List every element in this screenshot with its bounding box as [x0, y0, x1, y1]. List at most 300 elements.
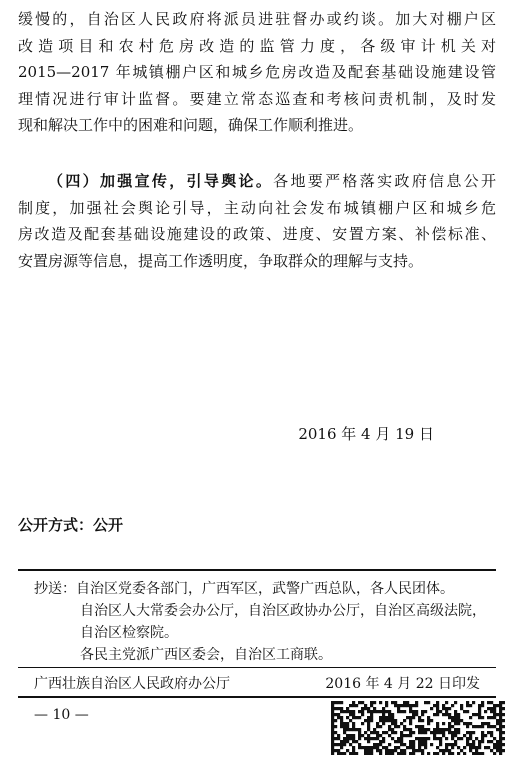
barcode-module	[421, 725, 424, 728]
barcode-module	[397, 740, 400, 743]
barcode-module	[364, 737, 367, 740]
divider-top	[18, 569, 496, 571]
barcode-module	[424, 737, 427, 740]
barcode-module	[454, 710, 457, 713]
barcode-module	[367, 752, 370, 755]
barcode-module	[439, 743, 442, 746]
barcode-module	[334, 749, 337, 752]
barcode-module	[388, 713, 391, 716]
cc-line: 自治区人大常委会办公厅，自治区政协办公厅，自治区高级法院，	[80, 603, 486, 619]
barcode-module	[346, 749, 349, 752]
barcode-module	[490, 740, 493, 743]
barcode-module	[409, 707, 412, 710]
barcode-module	[433, 737, 436, 740]
barcode-module	[412, 704, 415, 707]
barcode-module	[373, 701, 376, 704]
barcode-module	[349, 752, 352, 755]
barcode-module	[436, 725, 439, 728]
barcode-module	[472, 701, 475, 704]
barcode-module	[496, 749, 499, 752]
barcode-module	[424, 710, 427, 713]
barcode-module	[409, 752, 412, 755]
barcode-module	[361, 707, 364, 710]
barcode-module	[454, 716, 457, 719]
barcode-module	[484, 734, 487, 737]
barcode-module	[331, 713, 334, 716]
barcode-module	[451, 752, 454, 755]
barcode-module	[442, 722, 445, 725]
print-date: 2016 年 4 月 22 日印发	[325, 676, 480, 692]
barcode-module	[460, 719, 463, 722]
barcode-module	[346, 734, 349, 737]
barcode-module	[451, 734, 454, 737]
barcode-module	[352, 746, 355, 749]
barcode-module	[406, 716, 409, 719]
divider-bottom	[18, 696, 496, 698]
barcode-module	[433, 734, 436, 737]
barcode-module	[466, 701, 469, 704]
barcode-module	[424, 746, 427, 749]
barcode-module	[346, 707, 349, 710]
barcode-module	[343, 752, 346, 755]
barcode-module	[382, 719, 385, 722]
barcode-module	[496, 704, 499, 707]
barcode-module	[487, 716, 490, 719]
barcode-module	[403, 710, 406, 713]
barcode-module	[433, 713, 436, 716]
body-line-rest: 各地要严格落实政府信息公开	[273, 172, 496, 190]
barcode-module	[382, 722, 385, 725]
barcode-module	[340, 740, 343, 743]
barcode-module	[496, 740, 499, 743]
barcode-module	[436, 722, 439, 725]
barcode-module	[382, 713, 385, 716]
barcode-module	[493, 725, 496, 728]
barcode-module	[367, 737, 370, 740]
barcode-module	[385, 716, 388, 719]
body-line: 房改造及配套基础设施建设的政策、进度、安置方案、补偿标准、	[18, 225, 496, 243]
barcode-module	[481, 731, 484, 734]
barcode-module	[448, 725, 451, 728]
barcode-module	[472, 725, 475, 728]
barcode-module	[388, 728, 391, 731]
barcode-module	[409, 728, 412, 731]
barcode-module	[499, 707, 502, 710]
barcode-module	[448, 752, 451, 755]
barcode-module	[478, 704, 481, 707]
barcode-module	[358, 737, 361, 740]
cc-line: 各民主党派广西区委会，自治区工商联。	[80, 647, 332, 663]
barcode-module	[463, 722, 466, 725]
barcode-module	[364, 746, 367, 749]
barcode-module	[391, 728, 394, 731]
barcode-module	[487, 707, 490, 710]
barcode-module	[457, 722, 460, 725]
barcode-module	[469, 734, 472, 737]
barcode-module	[409, 731, 412, 734]
barcode-module	[466, 722, 469, 725]
barcode-module	[364, 719, 367, 722]
barcode-module	[379, 725, 382, 728]
barcode-module	[346, 725, 349, 728]
barcode-module	[370, 713, 373, 716]
barcode-module	[412, 710, 415, 713]
barcode-module	[427, 728, 430, 731]
barcode-module	[412, 716, 415, 719]
barcode-module	[499, 704, 502, 707]
barcode-module	[364, 704, 367, 707]
barcode-module	[490, 749, 493, 752]
barcode-module	[490, 716, 493, 719]
barcode-module	[421, 737, 424, 740]
barcode-module	[499, 752, 502, 755]
barcode-module	[481, 740, 484, 743]
barcode-module	[394, 731, 397, 734]
barcode-module	[406, 704, 409, 707]
barcode-module	[340, 725, 343, 728]
barcode-module	[448, 722, 451, 725]
barcode-module	[436, 704, 439, 707]
barcode-module	[412, 713, 415, 716]
barcode-module	[430, 707, 433, 710]
barcode-module	[334, 719, 337, 722]
barcode-module	[487, 722, 490, 725]
barcode-module	[400, 710, 403, 713]
barcode-module	[343, 740, 346, 743]
barcode-module	[370, 710, 373, 713]
barcode-module	[415, 710, 418, 713]
barcode-module	[415, 701, 418, 704]
barcode-module	[340, 719, 343, 722]
barcode-module	[394, 719, 397, 722]
barcode-module	[478, 716, 481, 719]
barcode-module	[478, 710, 481, 713]
barcode-module	[397, 704, 400, 707]
barcode-module	[421, 749, 424, 752]
barcode-module	[493, 713, 496, 716]
barcode-module	[493, 707, 496, 710]
barcode-module	[331, 731, 334, 734]
barcode-module	[373, 728, 376, 731]
barcode-module	[364, 731, 367, 734]
barcode-module	[346, 710, 349, 713]
barcode-module	[475, 749, 478, 752]
barcode-module	[388, 734, 391, 737]
barcode-module	[409, 710, 412, 713]
barcode-module	[499, 731, 502, 734]
barcode-module	[385, 746, 388, 749]
barcode-module	[418, 725, 421, 728]
barcode-module	[388, 743, 391, 746]
barcode-module	[385, 710, 388, 713]
barcode-module	[463, 710, 466, 713]
barcode-module	[403, 725, 406, 728]
barcode-module	[334, 713, 337, 716]
barcode-module	[487, 701, 490, 704]
barcode-module	[352, 716, 355, 719]
barcode-module	[451, 725, 454, 728]
barcode-module	[394, 701, 397, 704]
barcode-module	[478, 707, 481, 710]
barcode-module	[481, 701, 484, 704]
barcode-module	[358, 731, 361, 734]
barcode-module	[349, 728, 352, 731]
barcode-module	[337, 737, 340, 740]
barcode-module	[454, 728, 457, 731]
barcode-module	[418, 746, 421, 749]
barcode-module	[352, 725, 355, 728]
barcode-module	[331, 725, 334, 728]
barcode-module	[448, 728, 451, 731]
barcode-module	[463, 734, 466, 737]
barcode-module	[370, 746, 373, 749]
barcode-module	[496, 719, 499, 722]
barcode-module	[349, 713, 352, 716]
divider-middle	[18, 667, 496, 668]
barcode-module	[433, 704, 436, 707]
barcode-module	[445, 746, 448, 749]
barcode-module	[412, 746, 415, 749]
barcode-module	[499, 719, 502, 722]
barcode-module	[376, 725, 379, 728]
barcode-module	[391, 737, 394, 740]
barcode-module	[448, 749, 451, 752]
barcode-module	[457, 752, 460, 755]
barcode-module	[331, 704, 334, 707]
barcode-module	[481, 716, 484, 719]
barcode-module	[457, 719, 460, 722]
barcode-module	[403, 701, 406, 704]
barcode-module	[442, 734, 445, 737]
barcode-module	[415, 737, 418, 740]
barcode-module	[382, 746, 385, 749]
barcode-module	[331, 716, 334, 719]
body-line: 安置房源等信息，提高工作透明度，争取群众的理解与支持。	[18, 251, 424, 270]
barcode-module	[445, 713, 448, 716]
barcode-module	[409, 734, 412, 737]
barcode-module	[484, 710, 487, 713]
barcode-module	[385, 719, 388, 722]
barcode-module	[442, 704, 445, 707]
barcode-module	[403, 743, 406, 746]
barcode-module	[385, 752, 388, 755]
barcode-module	[391, 722, 394, 725]
barcode-module	[442, 749, 445, 752]
barcode-module	[436, 701, 439, 704]
barcode-module	[415, 725, 418, 728]
barcode-module	[388, 719, 391, 722]
barcode-module	[421, 752, 424, 755]
barcode-module	[352, 737, 355, 740]
barcode-module	[376, 710, 379, 713]
barcode-module	[379, 734, 382, 737]
body-line: 制度，加强社会舆论引导，主动向社会发布城镇棚户区和城乡危	[18, 198, 496, 217]
barcode-module	[373, 737, 376, 740]
barcode-module	[466, 731, 469, 734]
barcode-module	[385, 731, 388, 734]
barcode-module	[358, 701, 361, 704]
barcode-module	[472, 713, 475, 716]
barcode-module	[367, 722, 370, 725]
barcode-module	[472, 743, 475, 746]
barcode-module	[409, 740, 412, 743]
barcode-module	[457, 731, 460, 734]
barcode-module	[340, 743, 343, 746]
barcode-module	[499, 722, 502, 725]
barcode-module	[439, 737, 442, 740]
barcode-module	[445, 749, 448, 752]
barcode-module	[454, 731, 457, 734]
barcode-module	[493, 710, 496, 713]
barcode-module	[337, 707, 340, 710]
barcode-module	[391, 752, 394, 755]
barcode-module	[472, 731, 475, 734]
barcode-module	[331, 746, 334, 749]
barcode-module	[400, 722, 403, 725]
barcode-module	[367, 719, 370, 722]
barcode-module	[475, 737, 478, 740]
barcode-module	[364, 707, 367, 710]
barcode-module	[493, 716, 496, 719]
barcode-module	[481, 722, 484, 725]
barcode-module	[361, 713, 364, 716]
barcode-module	[481, 725, 484, 728]
barcode-module	[406, 701, 409, 704]
barcode-module	[481, 752, 484, 755]
barcode-module	[391, 713, 394, 716]
barcode-module	[451, 716, 454, 719]
barcode-module	[418, 731, 421, 734]
barcode-module	[406, 746, 409, 749]
barcode-module	[388, 749, 391, 752]
barcode-module	[454, 722, 457, 725]
barcode-module	[331, 752, 334, 755]
body-line: 现和解决工作中的困难和问题，确保工作顺利推进。	[18, 116, 364, 134]
barcode-module	[499, 725, 502, 728]
barcode-module	[424, 728, 427, 731]
barcode-module	[382, 731, 385, 734]
barcode-module	[397, 725, 400, 728]
barcode-module	[454, 713, 457, 716]
barcode-module	[331, 734, 334, 737]
barcode-module	[421, 743, 424, 746]
barcode-module	[457, 746, 460, 749]
body-line: 理情况进行审计监督。要建立常态巡查和考核问责机制，及时发	[18, 89, 496, 108]
barcode-module	[343, 728, 346, 731]
barcode-module	[424, 701, 427, 704]
barcode-module	[394, 725, 397, 728]
barcode-module	[352, 713, 355, 716]
barcode-module	[499, 749, 502, 752]
barcode-module	[364, 752, 367, 755]
barcode-module	[346, 716, 349, 719]
barcode-module	[442, 728, 445, 731]
barcode-module	[400, 734, 403, 737]
barcode-module	[502, 731, 505, 734]
barcode-module	[358, 728, 361, 731]
barcode-module	[454, 701, 457, 704]
barcode-module	[400, 731, 403, 734]
barcode-module	[367, 749, 370, 752]
barcode-module	[367, 740, 370, 743]
barcode-module	[499, 737, 502, 740]
barcode-module	[400, 740, 403, 743]
barcode-module	[421, 710, 424, 713]
barcode-module	[454, 719, 457, 722]
barcode-module	[361, 701, 364, 704]
barcode-module	[376, 731, 379, 734]
barcode-module	[433, 728, 436, 731]
body-line-first	[18, 168, 496, 195]
barcode-module	[409, 719, 412, 722]
barcode-module	[382, 740, 385, 743]
barcode-module	[469, 746, 472, 749]
barcode-module	[472, 740, 475, 743]
barcode-module	[379, 716, 382, 719]
barcode-module	[337, 743, 340, 746]
barcode-module	[493, 746, 496, 749]
barcode-module	[367, 728, 370, 731]
barcode-module	[394, 749, 397, 752]
barcode-module	[421, 740, 424, 743]
barcode-module	[430, 743, 433, 746]
barcode-module	[466, 740, 469, 743]
barcode-module	[412, 743, 415, 746]
barcode-module	[391, 719, 394, 722]
barcode-module	[427, 716, 430, 719]
barcode-module	[466, 725, 469, 728]
barcode-module	[451, 746, 454, 749]
barcode-module	[355, 752, 358, 755]
barcode-module	[394, 740, 397, 743]
barcode-module	[448, 713, 451, 716]
barcode-module	[436, 731, 439, 734]
barcode-module	[349, 710, 352, 713]
barcode-module	[400, 749, 403, 752]
barcode-module	[340, 752, 343, 755]
barcode-module	[349, 734, 352, 737]
barcode-module	[451, 719, 454, 722]
barcode-module	[376, 749, 379, 752]
barcode-module	[448, 731, 451, 734]
barcode-module	[376, 737, 379, 740]
barcode-module	[430, 731, 433, 734]
barcode-module	[346, 722, 349, 725]
barcode-module	[436, 746, 439, 749]
barcode-module	[421, 728, 424, 731]
barcode-module	[418, 737, 421, 740]
cc-line	[34, 578, 486, 600]
page-number: — 10 —	[34, 707, 89, 723]
barcode-module	[340, 701, 343, 704]
barcode-module	[409, 743, 412, 746]
barcode-module	[502, 719, 505, 722]
barcode-module	[415, 749, 418, 752]
barcode-module	[499, 713, 502, 716]
barcode-module	[385, 704, 388, 707]
barcode-module	[418, 716, 421, 719]
body-line: 2015—2017 年城镇棚户区和城乡危房改造及配套基础设施建设管	[18, 63, 496, 81]
barcode-module	[481, 734, 484, 737]
barcode-image	[331, 701, 505, 755]
barcode-module	[346, 737, 349, 740]
barcode-module	[397, 737, 400, 740]
barcode-module	[337, 713, 340, 716]
barcode-module	[439, 728, 442, 731]
barcode-module	[370, 701, 373, 704]
barcode-module	[487, 725, 490, 728]
barcode-module	[379, 719, 382, 722]
